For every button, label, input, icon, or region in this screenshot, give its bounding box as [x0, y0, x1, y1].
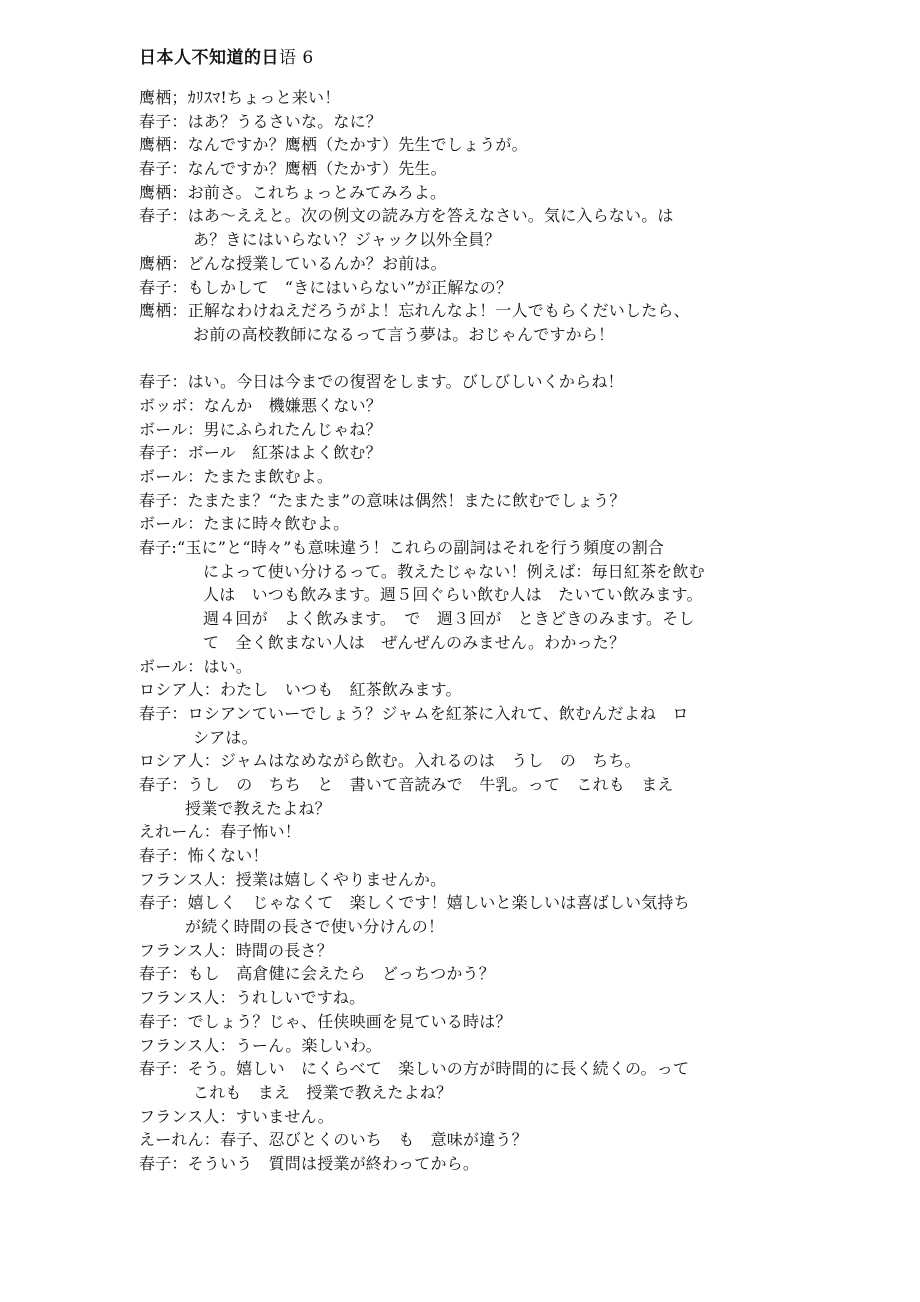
dialogue-line: えーれん：春子、忍びとくのいち も 意味が違う？: [139, 1130, 528, 1150]
dialogue-line: フランス人：すいません。: [139, 1106, 334, 1126]
dialogue-line: 春子：でしょう？じゃ、任侠映画を見ている時は？: [139, 1011, 512, 1031]
dialogue-line: 春子：ボール 紅茶はよく飲む？: [139, 443, 382, 463]
dialogue-line: 鹰栖；ｶﾘｽﾏ!ちょっと来い！: [139, 88, 341, 107]
dialogue-line: によって使い分けるって。教えたじゃない！例えば：毎日紅茶を飲む: [203, 561, 705, 581]
title-tail: 语 6: [279, 48, 314, 68]
dialogue-line: えれーん：春子怖い！: [139, 822, 302, 842]
dialogue-line: が続く時間の長さで使い分けんの！: [185, 917, 445, 937]
dialogue-line: ボール：はい。: [139, 656, 253, 676]
dialogue-line: 週４回が よく飲みます。 で 週３回が ときどきのみます。そし: [203, 609, 695, 629]
dialogue-line: 春子：はあ〜ええと。次の例文の読み方を答えなさい。気に入らない。は: [139, 206, 674, 226]
dialogue-body: [139, 86, 799, 1176]
dialogue-line: ボール：たまに時々飲むよ。: [139, 514, 350, 534]
dialogue-line: これも まえ 授業で教えたよね？: [193, 1082, 453, 1102]
dialogue-line: フランス人：授業は嬉しくやりませんか。: [139, 869, 447, 889]
dialogue-line: 鹰栖：なんですか？鹰栖（たかす）先生でしょうが。: [139, 135, 528, 155]
dialogue-line: 春子：嬉しく じゃなくて 楽しくです！嬉しいと楽しいは喜ばしい気持ち: [139, 893, 690, 913]
dialogue-line: フランス人：時間の長さ？: [139, 940, 333, 960]
dialogue-line: 鹰栖：お前さ。これちょっとみてみろよ。: [139, 182, 447, 202]
dialogue-line: 春子：そう。嬉しい にくらべて 楽しいの方が時間的に長く続くの。って: [139, 1059, 690, 1079]
dialogue-line: シアは。: [193, 727, 258, 747]
dialogue-line: フランス人：うれしいですね。: [139, 988, 366, 1008]
dialogue-line: 春子：はい。今日は今までの復習をします。びしびしいくからね！: [139, 372, 624, 392]
title-text: 日本人不知道的日: [139, 48, 279, 68]
dialogue-line: 人は いつも飲みます。週５回ぐらい飲む人は たいてい飲みます。: [203, 585, 703, 605]
dialogue-line: 鹰栖：どんな授業しているんか？お前は。: [139, 253, 447, 273]
dialogue-line: ロシア人：ジャムはなめながら飲む。入れるのは うし の ちち。: [139, 751, 641, 771]
dialogue-line: お前の高校教師になるって言う夢は。おじゃんですから！: [193, 324, 615, 344]
dialogue-line: ボッボ：なんか 機嫌悪くない？: [139, 395, 383, 415]
dialogue-line: 鹰栖：正解なわけねえだろうがよ！忘れんなよ！一人でもらくだいしたら、: [139, 301, 690, 321]
paragraph-gap: [139, 347, 799, 371]
dialogue-line: ロシア人：わたし いつも 紅茶飲みます。: [139, 680, 462, 700]
dialogue-line: 春子：もし 高倉健に会えたら どっちつかう？: [139, 964, 495, 984]
dialogue-line: 春子：そういう 質問は授業が終わってから。: [139, 1153, 480, 1173]
dialogue-line: 春子：怖くない！: [139, 846, 269, 865]
dialogue-line: 春子：もしかして “きにはいらない”が正解なの？: [139, 277, 513, 297]
dialogue-line: 春子：うし の ちち と 書いて音読みで 牛乳。って これも まえ: [139, 774, 674, 794]
dialogue-line: 授業で教えたよね？: [185, 798, 331, 818]
dialogue-line: ボール：男にふられたんじゃね？: [139, 419, 382, 439]
dialogue-line: 春子：はあ？うるさいな。なに？: [139, 111, 383, 131]
dialogue-line: 春子：たまたま？“たまたま”の意味は偶然！またに飲むでしょう？: [139, 490, 626, 510]
dialogue-line: 春子：ロシアンていーでしょう？ジャムを紅茶に入れて、飲むんだよね ロ: [139, 703, 689, 723]
dialogue-line: フランス人：うーん。楽しいわ。: [139, 1035, 382, 1055]
dialogue-line: ボール：たまたま飲むよ。: [139, 467, 334, 486]
dialogue-line: 春子:“玉に”と“時々”も意味違う！これらの副詞はそれを行う頻度の割合: [139, 538, 665, 558]
dialogue-line: あ？きにはいらない？ジャック以外全員？: [193, 230, 501, 250]
document-title: [139, 47, 314, 69]
dialogue-line: て 全く飲まない人は ぜんぜんのみません。わかった？: [203, 632, 626, 652]
dialogue-line: 春子：なんですか？鹰栖（たかす）先生。: [139, 159, 447, 179]
